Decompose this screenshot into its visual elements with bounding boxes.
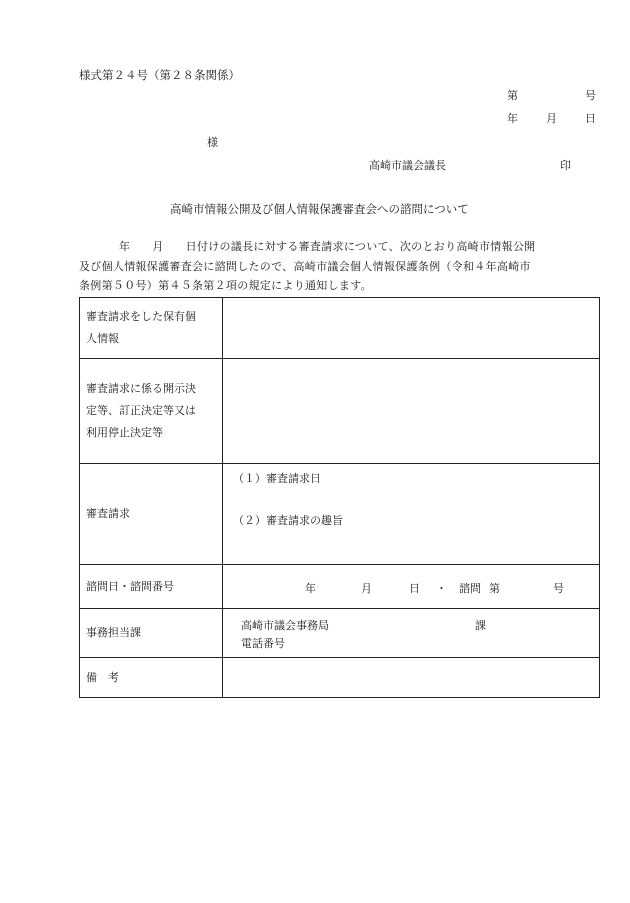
inquiry-date-field[interactable]	[223, 565, 600, 609]
request-purpose-item: （２）審査請求の趣旨	[233, 514, 343, 527]
requested-info-field[interactable]	[223, 298, 600, 359]
issue-month: 月	[546, 112, 557, 125]
table-row	[80, 359, 600, 464]
inquiry-no-suffix: 号	[553, 581, 564, 595]
requested-info-label	[80, 298, 223, 359]
inquiry-day: 日	[409, 581, 420, 595]
sender-name: 高崎市議会議長	[369, 159, 446, 172]
inquiry-date-label: 諮問日・諮問番号	[80, 565, 223, 609]
request-date-item: （１）審査請求日	[233, 472, 321, 485]
request-field[interactable]	[223, 464, 600, 565]
body-line-1-text: 日付けの議長に対する審査請求について、次のとおり高崎市情報公開	[185, 240, 536, 253]
section-suffix: 課	[475, 619, 486, 632]
table-row	[80, 658, 600, 698]
separator-dot: ・	[436, 581, 447, 595]
table-row	[80, 464, 600, 565]
label-line: 審査請求に係る開示決	[86, 382, 196, 395]
office-name: 高崎市議会事務局	[241, 619, 329, 632]
remarks-field[interactable]	[223, 658, 600, 698]
doc-number-suffix: 号	[585, 89, 596, 102]
issue-year: 年	[507, 112, 518, 125]
label-line: 審査請求をした保有個	[86, 310, 196, 323]
inquiry-text: 諮問	[459, 581, 481, 595]
label-line: 利用停止決定等	[86, 426, 163, 439]
request-label: 審査請求	[80, 464, 223, 565]
inquiry-month: 月	[361, 581, 372, 595]
table-row	[80, 609, 600, 658]
inquiry-no-prefix: 第	[489, 581, 500, 595]
form-number: 様式第２４号（第２８条関係）	[79, 68, 240, 82]
notification-table	[79, 297, 600, 698]
body-date-year: 年	[119, 240, 131, 253]
body-line-2: 及び個人情報保護審査会に諮問したので、高崎市議会個人情報保護条例（令和４年高崎市	[79, 259, 531, 273]
office-label: 事務担当課	[80, 609, 223, 658]
inquiry-year: 年	[305, 581, 316, 595]
addressee-suffix: 様	[207, 136, 218, 149]
remarks-label: 備 考	[80, 658, 223, 698]
body-line-1	[79, 237, 601, 257]
document-title: 高崎市情報公開及び個人情報保護審査会への諮問について	[170, 202, 469, 216]
label-line: 人情報	[86, 332, 119, 345]
seal-mark: 印	[560, 159, 571, 172]
table-row	[80, 565, 600, 609]
issue-day: 日	[585, 112, 596, 125]
doc-number-prefix: 第	[507, 89, 518, 102]
decision-field[interactable]	[223, 359, 600, 464]
office-field[interactable]	[223, 609, 600, 658]
label-line: 定等、訂正決定等又は	[86, 404, 196, 417]
decision-label	[80, 359, 223, 464]
body-line-3: 条例第５０号）第４５条第２項の規定により通知します。	[79, 279, 372, 292]
phone-label: 電話番号	[241, 637, 285, 650]
body-paragraph	[79, 237, 601, 296]
body-date-month: 月	[152, 240, 164, 253]
table-row	[80, 298, 600, 359]
